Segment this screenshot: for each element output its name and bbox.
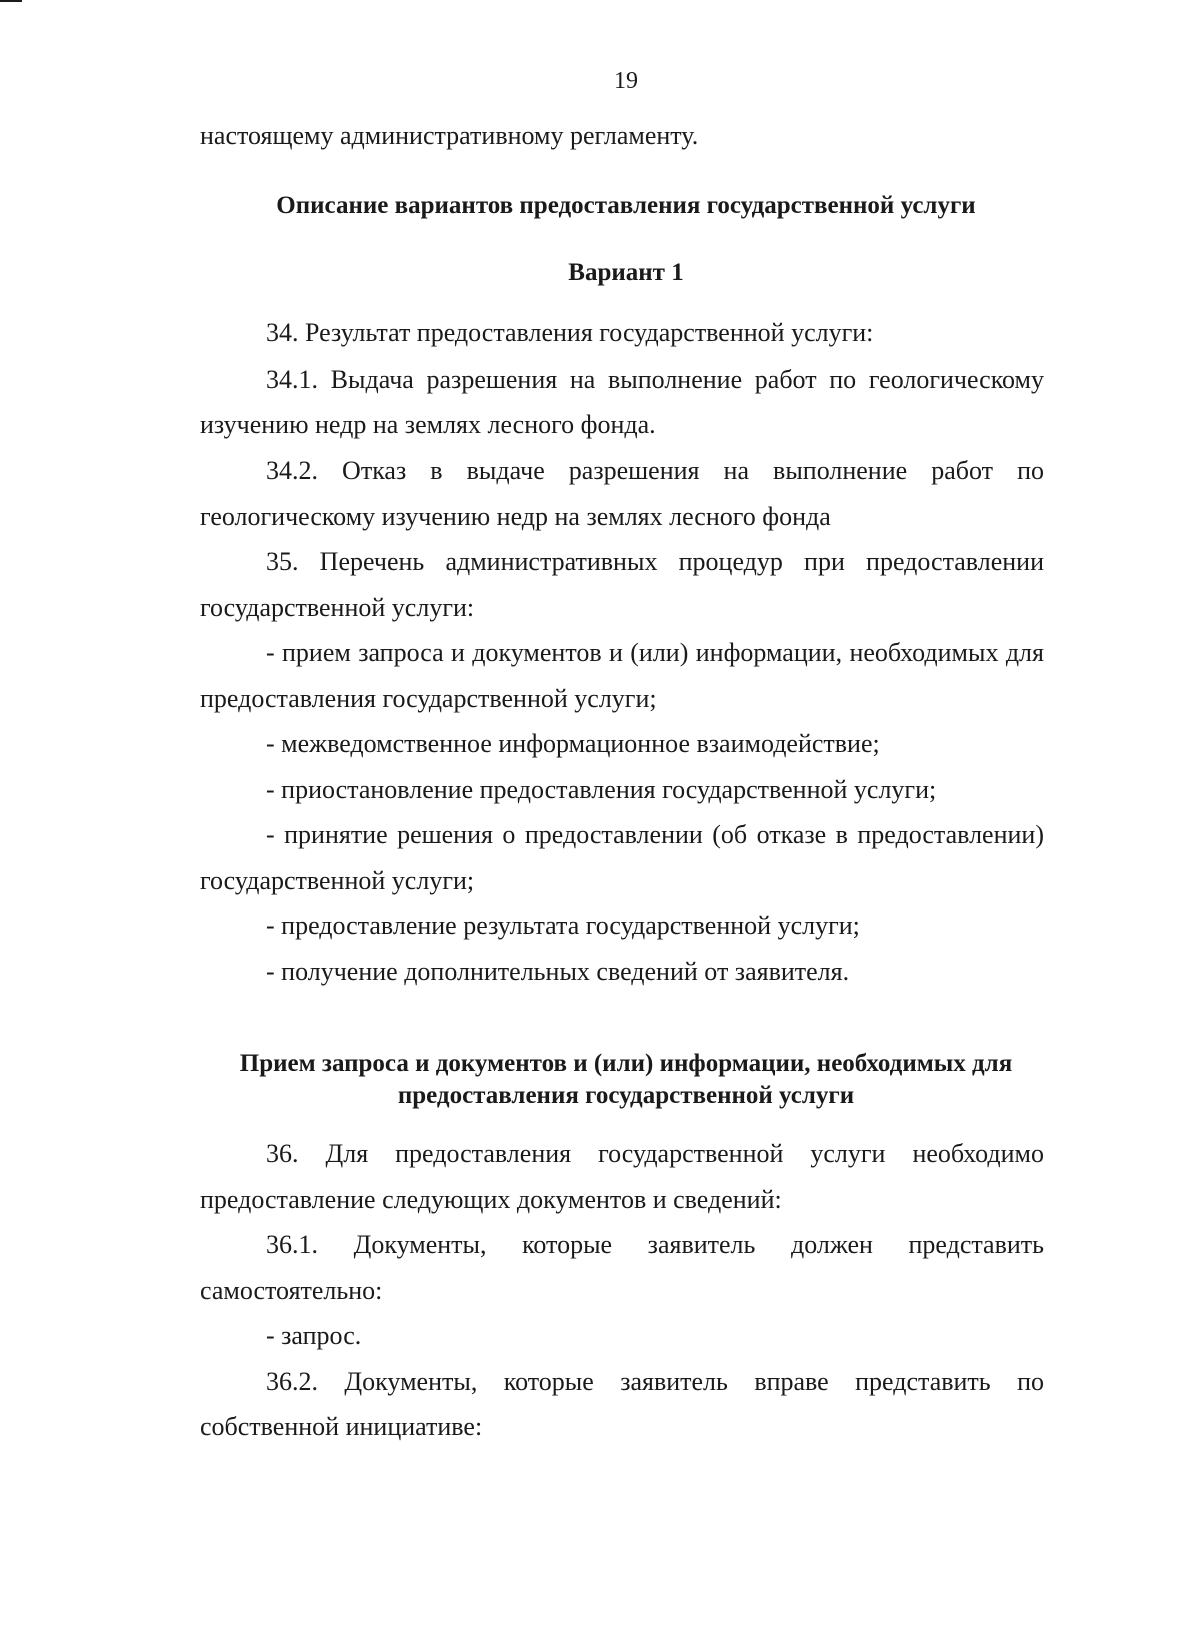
list-item-line: - межведомственное информационное взаимодействие; [266,729,880,758]
list-item-line: - получение дополнительных сведений от заявителя. [266,957,850,986]
list-item-line: - прием запроса и документов и (или) информации, необходимых для [266,638,1044,667]
list-item-line: - принятие решения о предоставлении (об отказе в предоставлении) [266,820,1044,849]
section-heading-line: Прием запроса и документов и (или) информации, необходимых для [239,1050,1013,1077]
paragraph-line: изучению недр на землях лесного фонда. [200,410,656,439]
paragraph-line: настоящему административному регламенту. [200,121,699,150]
section-heading-line: предоставления государственной услуги [397,1082,855,1109]
paragraph-line: государственной услуги: [200,593,475,622]
paragraph-line: предоставление следующих документов и сведений: [200,1185,782,1214]
list-item-line: - предоставление результата государственной услуги; [266,911,860,940]
paragraph-line: 34. Результат предоставления государственной услуги: [266,318,874,347]
paragraph-line: 36. Для предоставления государственной услуги необходимо [266,1139,1044,1168]
variant-heading: Вариант 1 [568,259,684,286]
paragraph-line: 34.1. Выдача разрешения на выполнение работ по геологическому [266,365,1044,394]
list-item-line: - приостановление предоставления государственной услуги; [266,775,937,804]
list-item-line: предоставления государственной услуги; [200,684,657,713]
page-number: 19 [614,68,638,94]
paragraph-line: самостоятельно: [200,1276,383,1305]
section-heading: Описание вариантов предоставления государственной услуги [276,192,976,219]
list-item-line: государственной услуги; [200,866,475,895]
paragraph-line: 34.2. Отказ в выдаче разрешения на выполнение работ по [266,456,1044,485]
paragraph-line: собственной инициативе: [200,1412,483,1441]
list-item-line: - запрос. [266,1321,362,1350]
scan-corner-mark [0,0,22,2]
paragraph-line: 36.1. Документы, которые заявитель должен представить [266,1230,1044,1259]
paragraph-line: 35. Перечень административных процедур при предоставлении [266,547,1044,576]
paragraph-line: геологическому изучению недр на землях лесного фонда [200,502,831,531]
paragraph-line: 36.2. Документы, которые заявитель вправе представить по [266,1367,1044,1396]
